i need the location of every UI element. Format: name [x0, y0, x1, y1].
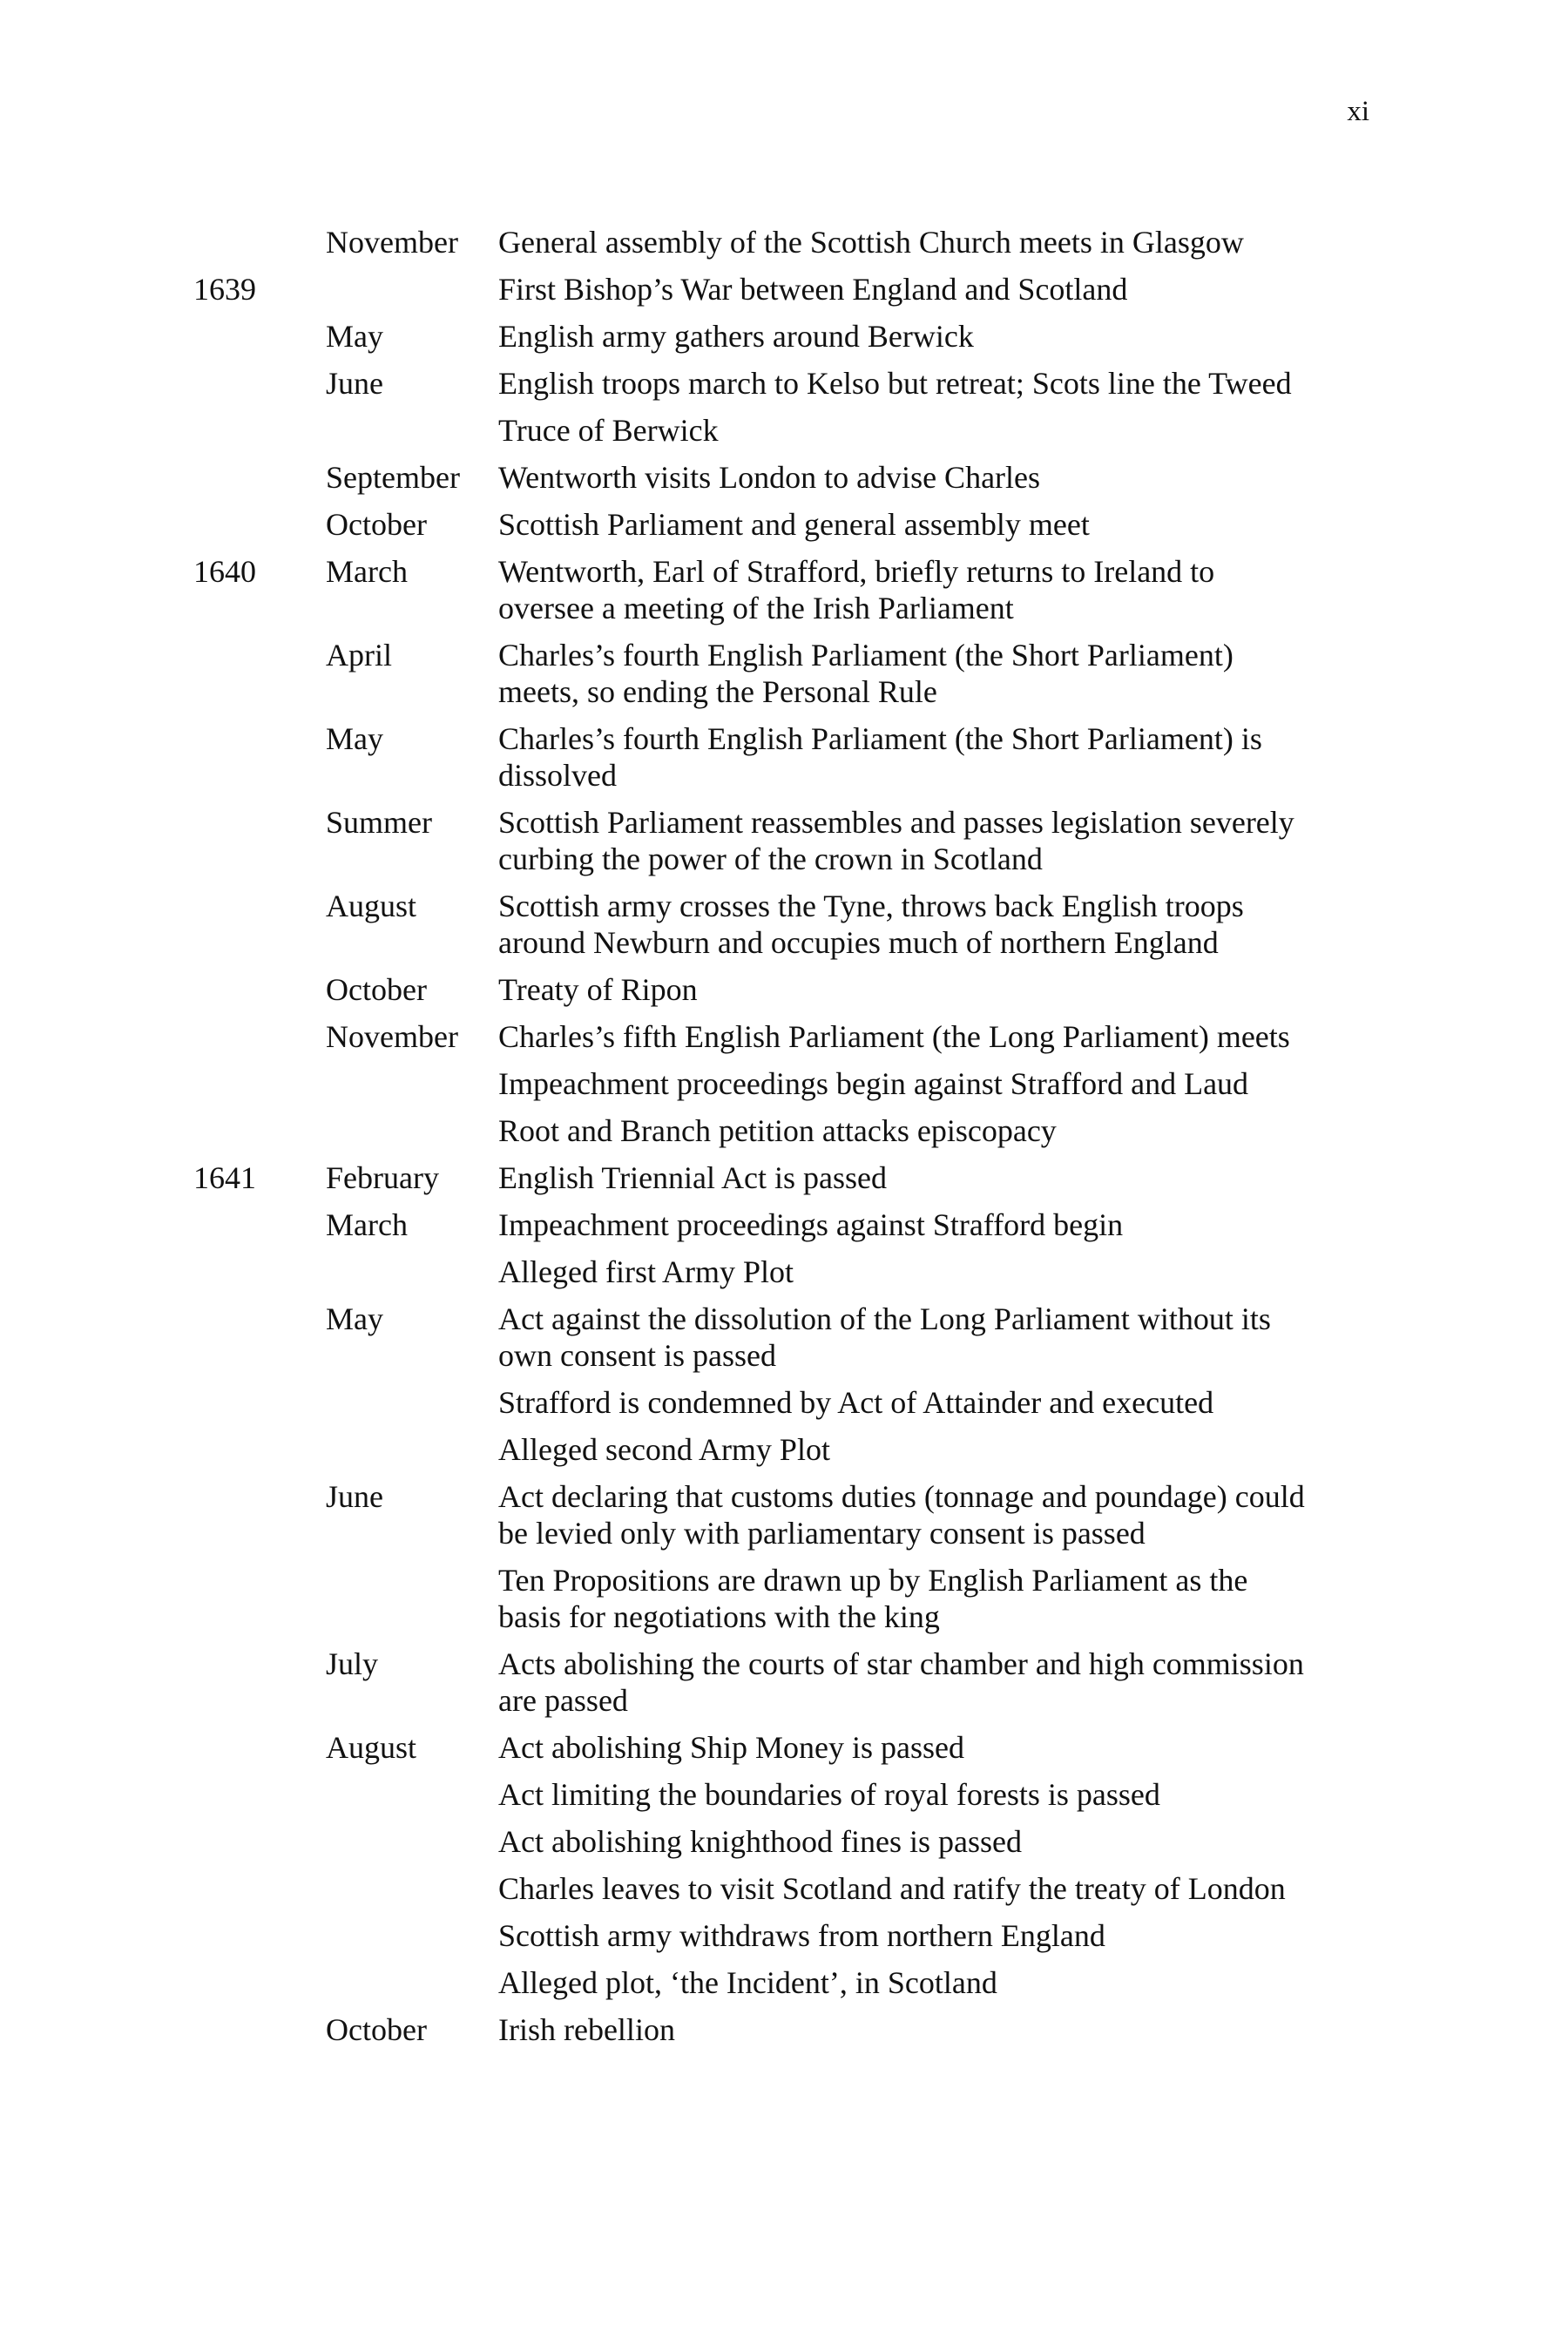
month-cell: March [326, 1207, 408, 1242]
event-cell: Strafford is condemned by Act of Attainder and executed [498, 1385, 1214, 1420]
chronology-row [193, 1870, 1378, 1907]
event-cell: Impeachment proceedings against Strafford begin [498, 1207, 1124, 1242]
page-number: xi [1347, 96, 1369, 127]
chronology-row [193, 1431, 1378, 1468]
chronology-row [193, 1646, 1378, 1719]
event-cell: English troops march to Kelso but retreat; Scots line the Tweed [498, 366, 1292, 401]
event-cell: Ten Propositions are drawn up by English Parliament as the basis for negotiations with the king [498, 1563, 1248, 1634]
chronology-row [193, 1384, 1378, 1421]
month-cell: October [326, 972, 427, 1007]
event-cell: Treaty of Ripon [498, 972, 698, 1007]
chronology-row [193, 1206, 1378, 1243]
event-cell: Wentworth, Earl of Strafford, briefly returns to Ireland to oversee a meeting of the Irish Parliament [498, 554, 1215, 625]
month-cell: June [326, 366, 383, 401]
event-cell: Alleged second Army Plot [498, 1432, 830, 1467]
chronology-row [193, 553, 1378, 626]
event-cell: Act limiting the boundaries of royal forests is passed [498, 1777, 1160, 1812]
chronology-row [193, 720, 1378, 794]
month-cell: October [326, 507, 427, 542]
chronology-table [193, 224, 1378, 2058]
chronology-row [193, 1112, 1378, 1149]
event-cell: Scottish Parliament reassembles and passes legislation severely curbing the power of the crown in Scotland [498, 805, 1294, 876]
chronology-row [193, 1478, 1378, 1551]
event-cell: Act against the dissolution of the Long Parliament without its own consent is passed [498, 1301, 1271, 1373]
event-cell: Charles’s fourth English Parliament (the Short Parliament) is dissolved [498, 721, 1262, 793]
chronology-row [193, 2011, 1378, 2048]
month-cell: May [326, 1301, 383, 1336]
month-cell: September [326, 460, 460, 495]
event-cell: Wentworth visits London to advise Charles [498, 460, 1041, 495]
month-cell: November [326, 1019, 458, 1054]
event-cell: Alleged plot, ‘the Incident’, in Scotland [498, 1965, 997, 2000]
event-cell: Charles’s fifth English Parliament (the Long Parliament) meets [498, 1019, 1290, 1054]
chronology-row [193, 271, 1378, 308]
month-cell: October [326, 2012, 427, 2047]
event-cell: Act declaring that customs duties (tonnage and poundage) could be levied only with parliamentary consent is passed [498, 1479, 1305, 1551]
chronology-row [193, 637, 1378, 710]
chronology-row [193, 1301, 1378, 1374]
event-cell: Truce of Berwick [498, 413, 719, 448]
month-cell: August [326, 889, 417, 923]
event-cell: English Triennial Act is passed [498, 1160, 888, 1195]
month-cell: May [326, 721, 383, 756]
event-cell: Act abolishing knighthood fines is passed [498, 1824, 1022, 1859]
event-cell: Acts abolishing the courts of star chamber and high commission are passed [498, 1646, 1304, 1718]
chronology-row [193, 412, 1378, 449]
chronology-row [193, 1823, 1378, 1860]
event-cell: Impeachment proceedings begin against Strafford and Laud [498, 1066, 1249, 1101]
month-cell: Summer [326, 805, 432, 840]
chronology-row [193, 506, 1378, 543]
event-cell: Alleged first Army Plot [498, 1254, 794, 1289]
month-cell: April [326, 638, 392, 672]
month-cell: May [326, 319, 383, 354]
event-cell: Scottish Parliament and general assembly meet [498, 507, 1090, 542]
event-cell: Irish rebellion [498, 2012, 675, 2047]
chronology-row [193, 1917, 1378, 1954]
event-cell: Scottish army withdraws from northern England [498, 1918, 1105, 1953]
event-cell: Scottish army crosses the Tyne, throws back English troops around Newburn and occupies much of northern England [498, 889, 1244, 960]
year-cell: 1640 [193, 554, 256, 589]
chronology-row [193, 318, 1378, 355]
chronology-row [193, 1776, 1378, 1813]
month-cell: June [326, 1479, 383, 1514]
event-cell: General assembly of the Scottish Church meets in Glasgow [498, 225, 1244, 260]
month-cell: August [326, 1730, 417, 1765]
event-cell: Act abolishing Ship Money is passed [498, 1730, 964, 1765]
event-cell: Root and Branch petition attacks episcopacy [498, 1113, 1057, 1148]
month-cell: February [326, 1160, 439, 1195]
month-cell: July [326, 1646, 379, 1681]
chronology-row [193, 1562, 1378, 1635]
chronology-row [193, 971, 1378, 1008]
event-cell: Charles’s fourth English Parliament (the Short Parliament) meets, so ending the Personal Rule [498, 638, 1233, 709]
chronology-row [193, 1729, 1378, 1766]
event-cell: English army gathers around Berwick [498, 319, 974, 354]
chronology-row [193, 1254, 1378, 1290]
year-cell: 1639 [193, 272, 256, 307]
chronology-row [193, 1964, 1378, 2001]
chronology-row [193, 1065, 1378, 1102]
year-cell: 1641 [193, 1160, 256, 1195]
month-cell: November [326, 225, 458, 260]
event-cell: Charles leaves to visit Scotland and ratify the treaty of London [498, 1871, 1286, 1906]
event-cell: First Bishop’s War between England and Scotland [498, 272, 1128, 307]
chronology-row [193, 804, 1378, 877]
month-cell: March [326, 554, 408, 589]
chronology-row [193, 224, 1378, 260]
chronology-row [193, 459, 1378, 496]
chronology-row [193, 1159, 1378, 1196]
chronology-row [193, 888, 1378, 961]
chronology-row [193, 365, 1378, 402]
chronology-row [193, 1018, 1378, 1055]
